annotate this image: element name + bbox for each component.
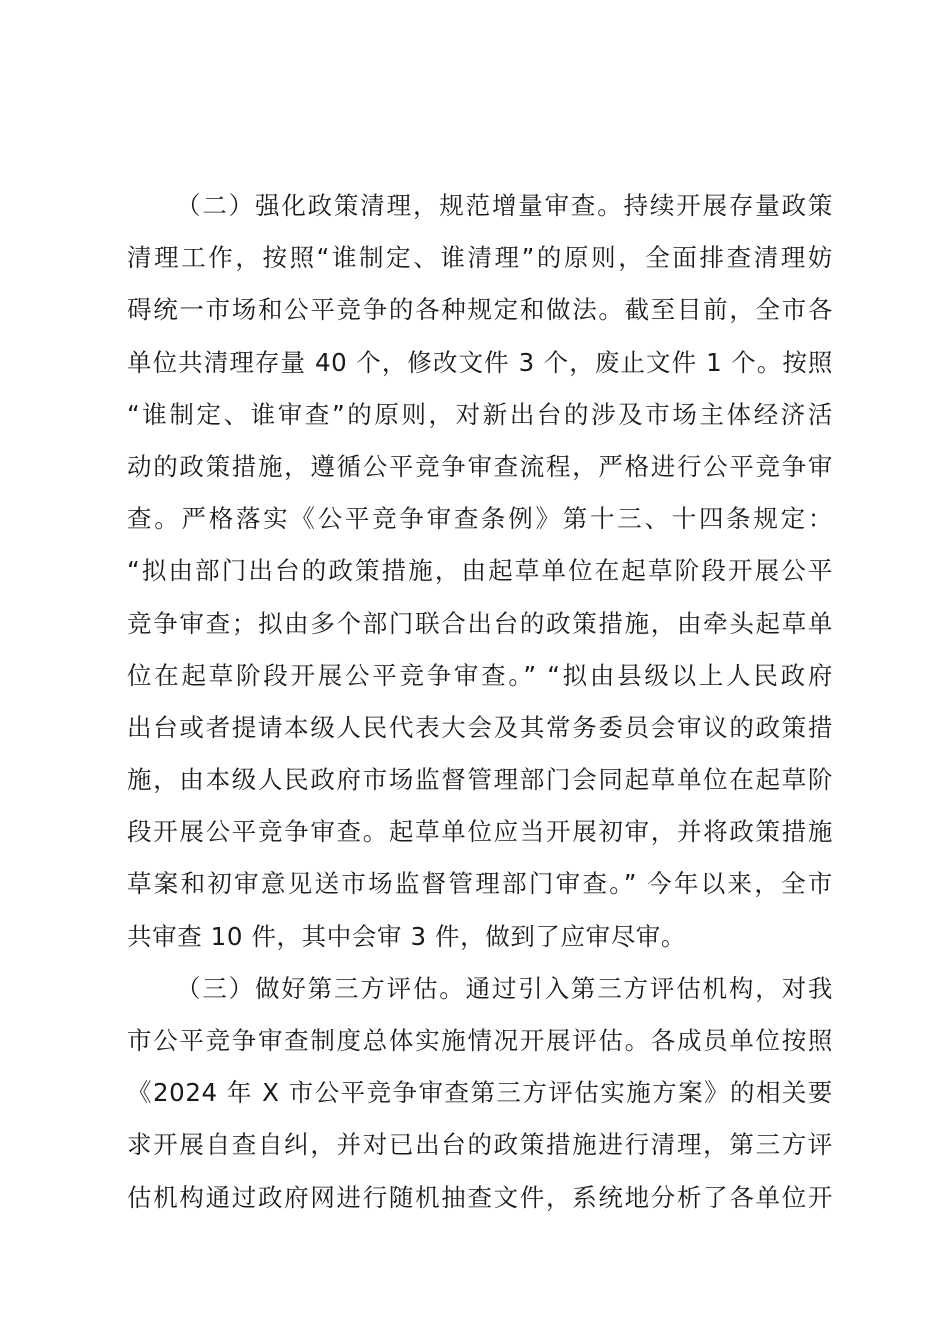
text-line: 查。严格落实《公平竞争审查条例》第十三、十四条规定： <box>127 504 833 534</box>
text-line: 竞争审查；拟由多个部门联合出台的政策措施，由牵头起草单 <box>127 608 833 638</box>
text-line: 共审查 10 件，其中会审 3 件，做到了应审尽审。 <box>127 921 687 951</box>
text-line: 清理工作，按照“谁制定、谁清理”的原则，全面排查清理妨 <box>127 243 833 273</box>
text-line: 草案和初审意见送市场监督管理部门审查。” 今年以来，全市 <box>127 869 833 899</box>
text-line: 《2024 年 X 市公平竞争审查第三方评估实施方案》的相关要 <box>127 1078 833 1108</box>
text-line: 市公平竞争审查制度总体实施情况开展评估。各成员单位按照 <box>127 1026 833 1055</box>
text-line: 估机构通过政府网进行随机抽查文件，系统地分析了各单位开 <box>127 1182 833 1212</box>
text-line: “拟由部门出台的政策措施，由起草单位在起草阶段开展公平 <box>127 556 833 586</box>
text-line: 动的政策措施，遵循公平竞争审查流程，严格进行公平竞争审 <box>127 451 833 481</box>
text-line: 出台或者提请本级人民代表大会及其常务委员会审议的政策措 <box>127 712 833 742</box>
text-line: 单位共清理存量 40 个，修改文件 3 个，废止文件 1 个。按照 <box>127 347 833 377</box>
text-line: 碍统一市场和公平竞争的各种规定和做法。截至目前，全市各 <box>127 295 833 325</box>
text-line: （二）强化政策清理，规范增量审查。持续开展存量政策 <box>176 191 833 220</box>
paragraph-2-policy-review <box>127 180 833 963</box>
text-line: “谁制定、谁审查”的原则，对新出台的涉及市场主体经济活 <box>127 399 833 429</box>
text-line: 段开展公平竞争审查。起草单位应当开展初审，并将政策措施 <box>127 817 833 847</box>
document-body <box>127 180 833 1224</box>
text-line: 位在起草阶段开展公平竞争审查。” “拟由县级以上人民政府 <box>127 660 833 690</box>
paragraph-3-third-party-evaluation <box>127 963 833 1224</box>
text-line: 求开展自查自纠，并对已出台的政策措施进行清理，第三方评 <box>127 1130 833 1160</box>
text-line: 施，由本级人民政府市场监督管理部门会同起草单位在起草阶 <box>127 765 833 795</box>
text-line: （三）做好第三方评估。通过引入第三方评估机构，对我 <box>176 973 833 1003</box>
